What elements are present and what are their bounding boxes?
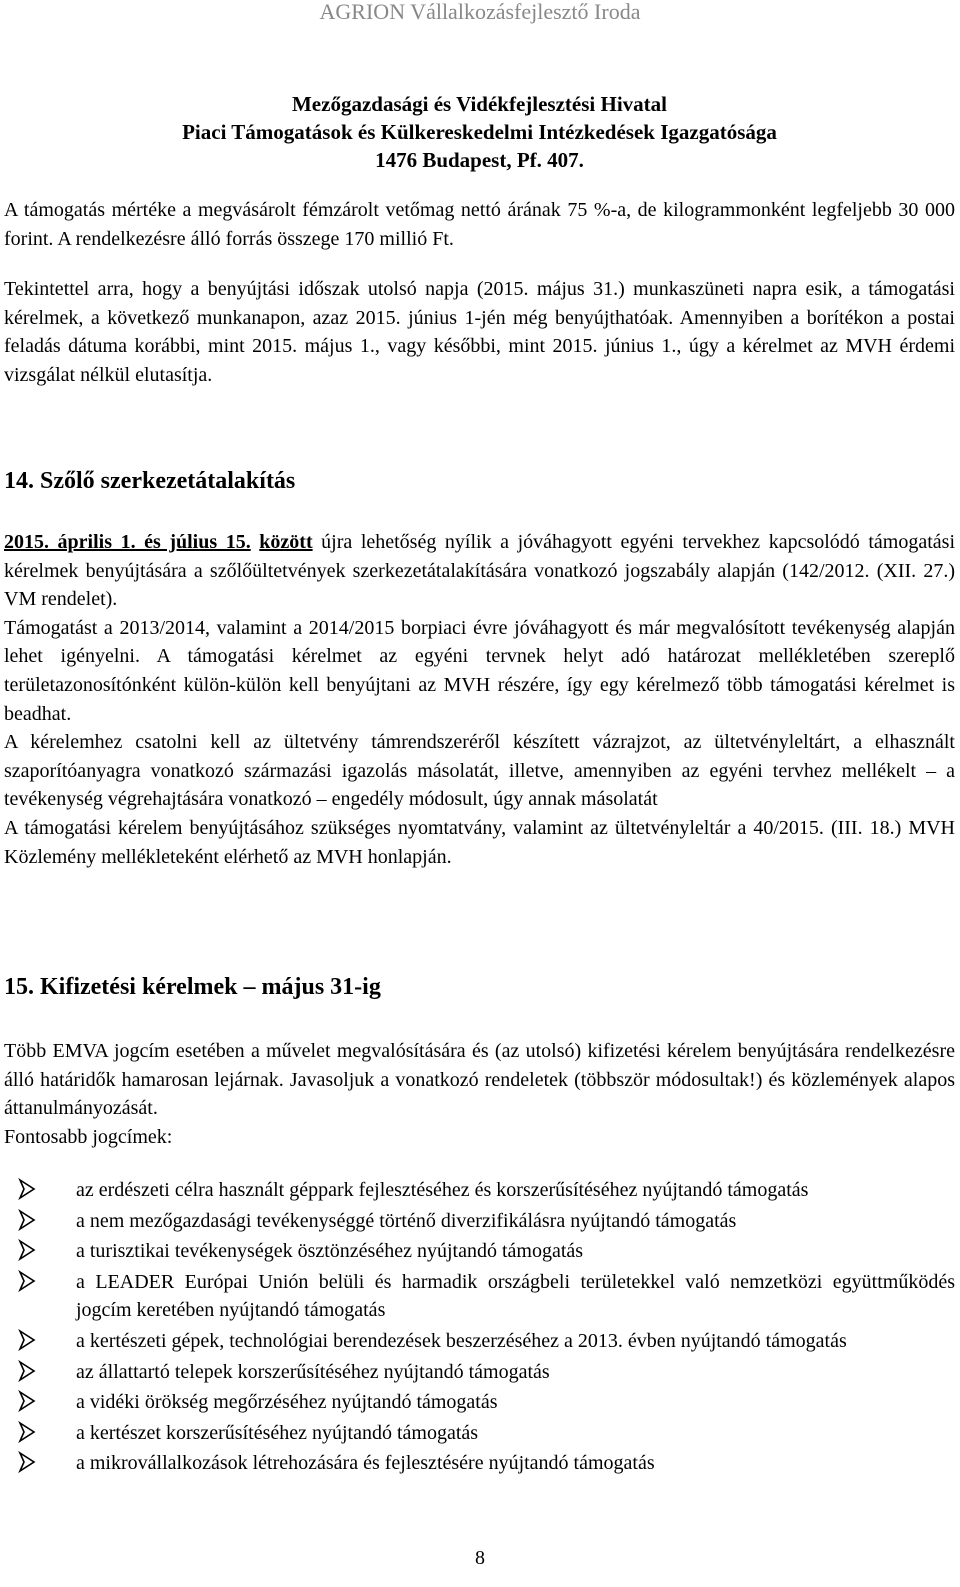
section-14-body xyxy=(4,528,955,871)
list-item-text: a mikrovállalkozások létrehozására és fejlesztésére nyújtandó támogatás xyxy=(76,1452,655,1475)
paragraph: Támogatást a 2013/2014, valamint a 2014/2015 borpiaci évre jóváhagyott és már megvalósított tevékenység alapján lehet igényelni. A támogatási kérelmet az egyéni tervnek helyt adó határozat mellékletében szereplő területazonosítónként külön-külön kell benyújtani az MVH részére, így egy kérelmező több támogatási kérelmet is beadhat. xyxy=(4,616,955,725)
list-item xyxy=(4,1358,955,1387)
list-item-text: az állattartó telepek korszerűsítéséhez nyújtandó támogatás xyxy=(76,1360,550,1383)
arrow-bullet-icon xyxy=(18,1360,36,1382)
paragraph xyxy=(4,528,955,614)
paragraph: Tekintettel arra, hogy a benyújtási időszak utolsó napja (2015. május 31.) munkaszüneti napra esik, a támogatási kérelmek, a következő munkanapon, azaz 2015. június 1-jén még benyújthatóak. Amennyiben a borítékon a postai feladás dátuma korábbi, mint 2015. május 1., vagy későbbi, mint 2015. június 1., úgy a kérelmet az MVH érdemi vizsgálat nélkül elutasítja. xyxy=(4,278,955,386)
list-item-text: a vidéki örökség megőrzéséhez nyújtandó támogatás xyxy=(76,1391,498,1414)
jogcim-list xyxy=(4,1176,955,1480)
paragraph: A kérelemhez csatolni kell az ültetvény támrendszeréről készített vázrajzot, az ültetvényleltárt, a elhasznált szaporítóanyagra vonatkozó származási igazolás másolatát, illetve, amennyiben az egyéni tervhez mellékelt – a tevékenység végrehajtására vonatkozó – engedély módosult, úgy annak másolatát xyxy=(4,731,955,811)
paragraph-text: újra lehetőség nyílik a jóváhagyott egyéni tervekhez kapcsolódó támogatási kérelmek benyújtására a szőlőültetvények szerkezetátalakítására vonatkozó jogszabály alapján (142/2012. (XII. 27.) VM rendelet). xyxy=(4,531,955,611)
list-item xyxy=(4,1419,955,1448)
arrow-bullet-icon xyxy=(18,1178,36,1200)
paragraph: A támogatási kérelem benyújtásához szükséges nyomtatvány, valamint az ültetvényleltár a 40/2015. (III. 18.) MVH Közlemény mellékleteként elérhető az MVH honlapján. xyxy=(4,816,955,868)
paragraph: A támogatás mértéke a megvásárolt fémzárolt vetőmag nettó árának 75 %-a, de kilogrammonként legfeljebb 30 000 forint. A rendelkezésre álló forrás összege 170 millió Ft. xyxy=(4,199,955,250)
section-14-heading: 14. Szőlő szerkezetátalakítás xyxy=(4,468,296,494)
paragraph-deadline xyxy=(4,275,955,389)
list-item xyxy=(4,1449,955,1478)
arrow-bullet-icon xyxy=(18,1239,36,1261)
list-item-text: a turisztikai tevékenységek ösztönzéséhez nyújtandó támogatás xyxy=(76,1240,584,1263)
address-line: Piaci Támogatások és Külkereskedelmi Intézkedések Igazgatósága xyxy=(182,120,777,144)
list-item-text: a kertészet korszerűsítéséhez nyújtandó támogatás xyxy=(76,1421,479,1444)
list-item xyxy=(4,1237,955,1266)
list-item xyxy=(4,1268,955,1325)
date-kozott: között xyxy=(259,531,313,553)
date-range: 2015. április 1. és július 15. xyxy=(4,531,251,553)
list-item-text: a LEADER Európai Unión belüli és harmadik országbeli területekkel való nemzetközi együttműködés jogcím keretében nyújtandó támogatás xyxy=(76,1270,955,1322)
section-15-body xyxy=(4,1037,955,1151)
arrow-bullet-icon xyxy=(18,1329,36,1351)
section-15-heading: 15. Kifizetési kérelmek – május 31-ig xyxy=(4,974,381,1000)
address-line: Mezőgazdasági és Vidékfejlesztési Hivatal xyxy=(291,92,667,116)
list-item xyxy=(4,1327,955,1356)
address-line: 1476 Budapest, Pf. 407. xyxy=(375,148,584,172)
arrow-bullet-icon xyxy=(18,1390,36,1412)
paragraph: Fontosabb jogcímek: xyxy=(4,1125,173,1148)
list-item-text: az erdészeti célra használt géppark fejlesztéséhez és korszerűsítéséhez nyújtandó támogatás xyxy=(76,1179,809,1201)
arrow-bullet-icon xyxy=(18,1451,36,1473)
arrow-bullet-icon xyxy=(18,1270,36,1292)
page-header: AGRION Vállalkozásfejlesztő Iroda xyxy=(319,0,641,24)
list-item-text: a kertészeti gépek, technológiai berendezések beszerzéséhez a 2013. évben nyújtandó támogatás xyxy=(76,1329,847,1352)
list-item xyxy=(4,1388,955,1417)
list-item xyxy=(4,1207,955,1236)
list-item-text: a nem mezőgazdasági tevékenységgé történő diverzifikálásra nyújtandó támogatás xyxy=(76,1209,737,1232)
paragraph-support-rate xyxy=(4,196,955,253)
page-number: 8 xyxy=(475,1547,485,1569)
address-block xyxy=(4,90,955,174)
arrow-bullet-icon xyxy=(18,1209,36,1231)
arrow-bullet-icon xyxy=(18,1421,36,1443)
list-item xyxy=(4,1176,955,1205)
paragraph: Több EMVA jogcím esetében a művelet megvalósítására és (az utolsó) kifizetési kérelem benyújtására rendelkezésre álló határidők hamarosan lejárnak. Javasoljuk a vonatkozó rendeletek (többször módosultak!) és közlemények alapos áttanulmányozását. xyxy=(4,1040,955,1120)
